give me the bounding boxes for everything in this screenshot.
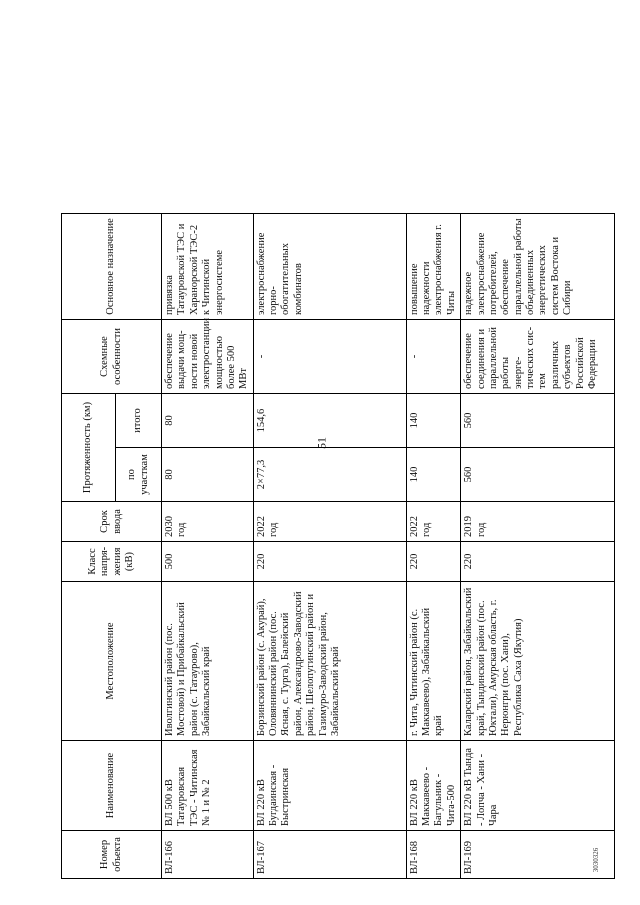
cell-purpose: электроснабжение горно-обогатительных комбинатов [253, 214, 406, 320]
page-number: 51 [314, 437, 329, 449]
cell-term: 2019 год [461, 502, 615, 542]
header-name: Наименование [62, 741, 162, 831]
header-location: Местоположение [62, 582, 162, 741]
cell-name: ВЛ 500 кВ Татауровская ТЭС - Читинская № 1 и № 2 [162, 741, 254, 831]
header-features: Схемные особенности [62, 320, 162, 394]
cell-length-total: 560 [461, 394, 615, 448]
cell-voltage: 500 [162, 542, 254, 582]
table-row [461, 36, 615, 879]
header-length-total: итого [116, 394, 162, 448]
table-container [61, 36, 611, 879]
cell-length-sections: 80 [162, 448, 254, 502]
cell-length-sections: 560 [461, 448, 615, 502]
cell-voltage: 220 [253, 542, 406, 582]
footer-code: 3030326 [592, 847, 600, 873]
cell-name: ВЛ 220 кВ Бугдаинская - Быстринская [253, 741, 406, 831]
table-row [162, 36, 254, 879]
cell-purpose: надежное электроснабжение потребителей, обеспечение параллельной работы объединенных энергетических систем Востока и Сибири [461, 214, 615, 320]
cell-features: - [253, 320, 406, 394]
cell-length-sections: 140 [406, 448, 461, 502]
cell-number: ВЛ-167 [253, 831, 406, 879]
cell-purpose: повышение надежности электроснабжения г. Читы [406, 214, 461, 320]
cell-length-total: 154,6 [253, 394, 406, 448]
cell-features: обеспечение выдачи мощ-ности новой электростанции мощностью более 500 МВт [162, 320, 254, 394]
cell-number: ВЛ-169 [461, 831, 615, 879]
cell-length-total: 80 [162, 394, 254, 448]
cell-location: Каларский район, Забайкальский край, Тындинский район (пос. Юктали), Амурская область, г. Нерюнгри (пос. Хани), Республика Саха (Якутия) [461, 582, 615, 741]
cell-number: ВЛ-168 [406, 831, 461, 879]
cell-location: г. Чита, Читинский район (с. Маккавеево), Забайкальский край [406, 582, 461, 741]
table-row [406, 36, 461, 879]
cell-length-total: 140 [406, 394, 461, 448]
cell-location: Борзинский район (с. Акурай), Оловяннинский район (пос. Ясная, с. Турга), Балейский район, Александрово-Заводский район, Шелопугинский район и Газимуро-Заводский район, Забайкальский край [253, 582, 406, 741]
cell-number: ВЛ-166 [162, 831, 254, 879]
cell-voltage: 220 [406, 542, 461, 582]
header-length-group: Протяженность (км) [62, 394, 116, 502]
table-row [253, 36, 406, 879]
header-number: Номер объекта [62, 831, 162, 879]
cell-term: 2022 год [253, 502, 406, 542]
cell-features: - [406, 320, 461, 394]
header-voltage: Класс напря-жения (кВ) [62, 542, 162, 582]
cell-features: обеспечение соединения и параллельной работы энерге-тических сис-тем различных субъектов Российской Федерации [461, 320, 615, 394]
power-lines-table [61, 35, 615, 879]
header-purpose: Основное назначение [62, 214, 162, 320]
cell-voltage: 220 [461, 542, 615, 582]
cell-location: Иволгинский район (пос. Мостовой) и Прибайкальский район (с. Татаурово), Забайкальский край [162, 582, 254, 741]
cell-term: 2022 год [406, 502, 461, 542]
cell-length-sections: 2×77,3 [253, 448, 406, 502]
cell-name: ВЛ 220 кВ Тында - Лопча - Хани - Чара [461, 741, 615, 831]
cell-term: 2030 год [162, 502, 254, 542]
cell-name: ВЛ 220 кВ Маккавеево - Багульник - Чита-500 [406, 741, 461, 831]
header-length-sections: по участкам [116, 448, 162, 502]
header-term: Срок ввода [62, 502, 162, 542]
rotated-table-frame [61, 36, 611, 879]
cell-purpose: привязка Татауровской ТЭС и Харанорской ТЭС-2 к Читинской энергосистеме [162, 214, 254, 320]
